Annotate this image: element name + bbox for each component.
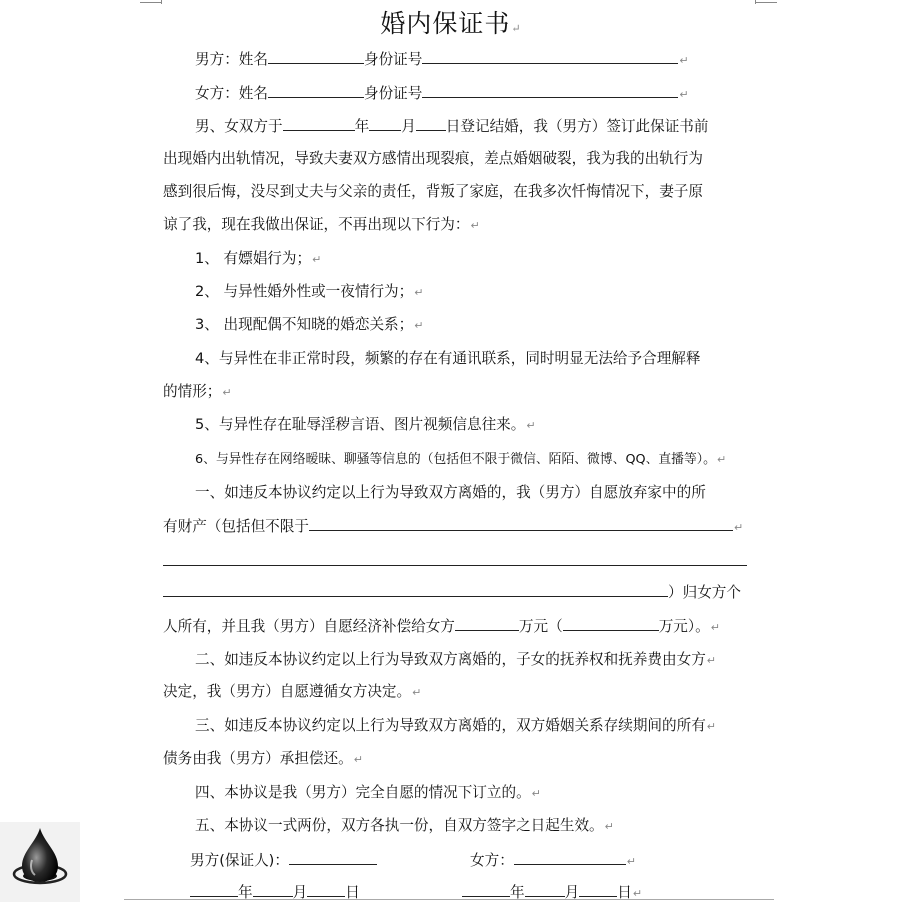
- property-field-line-2[interactable]: [163, 565, 747, 566]
- male-id-field[interactable]: [422, 49, 678, 64]
- female-sign-year-field[interactable]: [462, 882, 510, 897]
- male-sign-year-field[interactable]: [190, 882, 238, 897]
- item-4-line-2: 的情形；↵: [163, 383, 232, 400]
- male-sign-day-field[interactable]: [307, 882, 345, 897]
- female-info-row: 女方：姓名 身份证号 ↵: [195, 85, 689, 102]
- intro-line-3: 感到很后悔，没尽到丈夫与父亲的责任，背叛了家庭，在我多次忏悔情况下，妻子原: [163, 183, 703, 200]
- intro-line-1: 男、女双方于 年 月 日登记结婚，我（男方）签订此保证书前: [195, 118, 709, 135]
- crop-mark-left: [140, 0, 162, 3]
- property-field-line-3[interactable]: [163, 582, 668, 597]
- clause-1-line-3: ）归女方个: [163, 582, 741, 603]
- marriage-year-field[interactable]: [283, 116, 355, 131]
- female-date-row: 年 月 日↵: [462, 882, 642, 904]
- female-signature-field[interactable]: [514, 850, 626, 865]
- item-3: 3、 出现配偶不知晓的婚恋关系；↵: [195, 316, 424, 333]
- intro-line-4: 谅了我，现在我做出保证，不再出现以下行为：↵: [163, 216, 480, 233]
- clause-1-line-4: 人所有，并且我（男方）自愿经济补偿给女方 万元（ 万元）。↵: [163, 618, 720, 635]
- male-sign-month-field[interactable]: [253, 882, 293, 897]
- item-2: 2、 与异性婚外性或一夜情行为；↵: [195, 283, 424, 300]
- clause-5: 五、本协议一式两份，双方各执一份，自双方签字之日起生效。↵: [195, 817, 614, 834]
- clause-1-line-2: 有财产（包括但不限于 ↵: [163, 518, 744, 535]
- compensation-uppercase-field[interactable]: [563, 616, 659, 631]
- male-signature-field[interactable]: [289, 850, 377, 865]
- clause-4: 四、本协议是我（男方）完全自愿的情况下订立的。↵: [195, 784, 541, 801]
- marriage-month-field[interactable]: [369, 116, 401, 131]
- page-bottom-edge: [124, 899, 774, 900]
- clause-3-line-2: 债务由我（男方）承担偿还。↵: [163, 750, 363, 767]
- item-4-line-1: 4、与异性在非正常时段，频繁的存在有通讯联系，同时明显无法给予合理解释: [195, 350, 701, 367]
- female-name-field[interactable]: [268, 83, 364, 98]
- female-sign-day-field[interactable]: [579, 882, 617, 897]
- crop-mark-right: [755, 0, 777, 3]
- item-1: 1、 有嫖娼行为；↵: [195, 250, 322, 267]
- clause-2-line-1: 二、如违反本协议约定以上行为导致双方离婚的，子女的抚养权和抚养费由女方↵: [195, 651, 717, 668]
- clause-3-line-1: 三、如违反本协议约定以上行为导致双方离婚的，双方婚姻关系存续期间的所有↵: [195, 717, 717, 734]
- clause-2-line-2: 决定，我（男方）自愿遵循女方决定。↵: [163, 683, 422, 700]
- item-5: 5、与异性存在耻辱淫秽言语、图片视频信息往来。↵: [195, 416, 536, 433]
- male-name-field[interactable]: [268, 49, 364, 64]
- property-field[interactable]: [309, 516, 733, 531]
- female-signature-row: 女方： ↵: [470, 852, 637, 869]
- female-sign-month-field[interactable]: [525, 882, 565, 897]
- item-6: 6、与异性存在网络暧昧、聊骚等信息的（包括但不限于微信、陌陌、微博、QQ、直播等）。↵: [195, 452, 727, 467]
- document-title: 婚内保证书↵: [380, 9, 522, 38]
- female-id-field[interactable]: [422, 83, 678, 98]
- signature-row: 男方(保证人)：: [190, 850, 377, 871]
- water-drop-logo-icon: [0, 822, 80, 902]
- clause-1-line-1: 一、如违反本协议约定以上行为导致双方离婚的，我（男方）自愿放弃家中的所: [195, 484, 706, 501]
- marriage-day-field[interactable]: [416, 116, 446, 131]
- compensation-field[interactable]: [455, 616, 519, 631]
- intro-line-2: 出现婚内出轨情况，导致夫妻双方感情出现裂痕，差点婚姻破裂，我为我的出轨行为: [163, 150, 703, 167]
- male-date-row: 年 月 日: [190, 882, 360, 903]
- male-info-row: 男方：姓名 身份证号 ↵: [195, 51, 689, 68]
